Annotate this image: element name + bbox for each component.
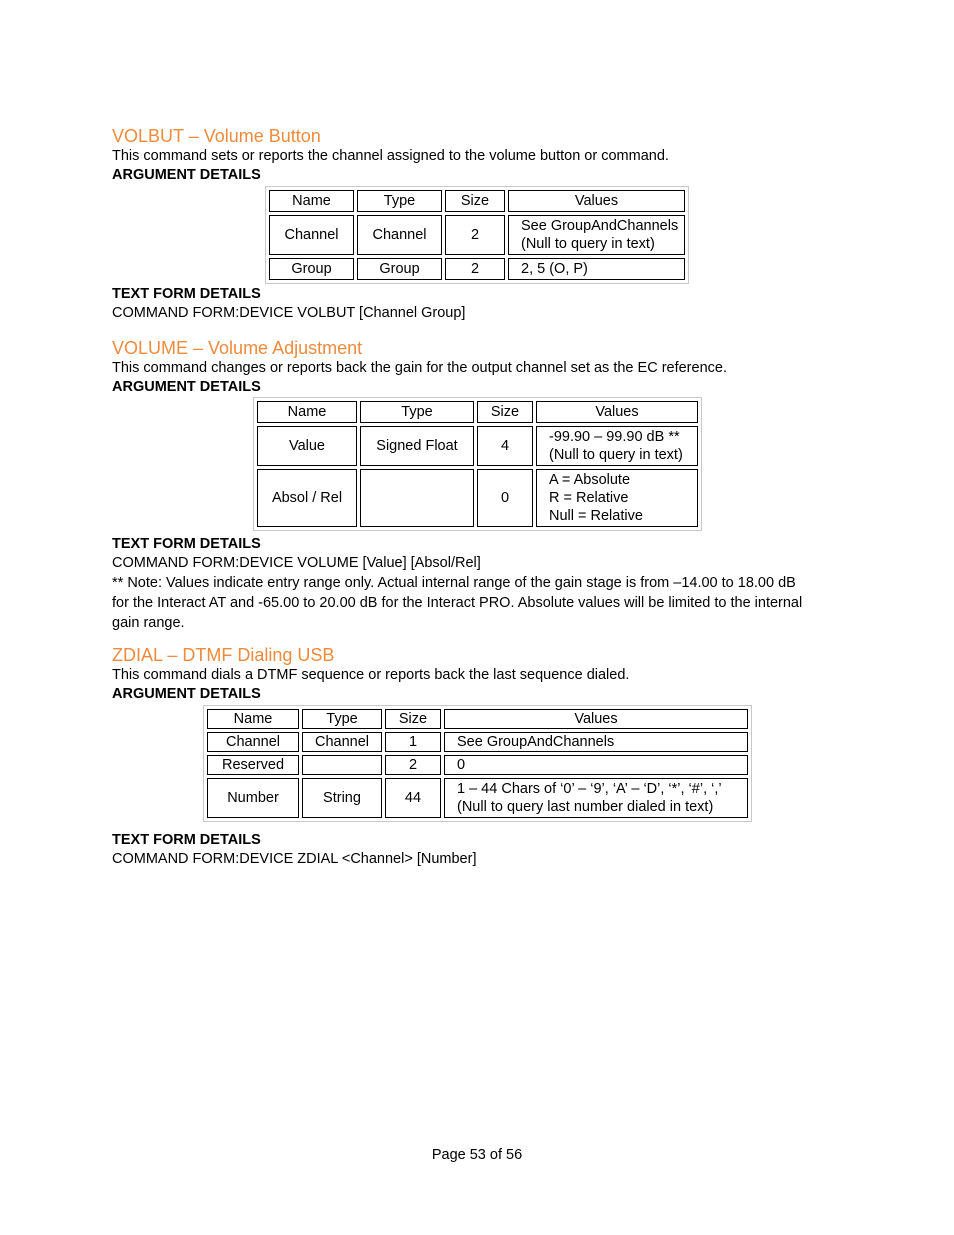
value-line: A = Absolute xyxy=(549,472,631,488)
cell-size: 44 xyxy=(385,778,441,818)
cell-size: 2 xyxy=(445,258,505,280)
section-title: VOLUME – Volume Adjustment xyxy=(112,338,363,358)
cell-type: Signed Float xyxy=(360,426,474,466)
volbut-text-form xyxy=(112,285,832,323)
value-line: (Null to query in text) xyxy=(521,236,655,252)
cell-values: 0 xyxy=(444,755,748,775)
section-volume xyxy=(112,337,832,397)
header-values: Values xyxy=(444,709,748,729)
cell-type xyxy=(360,469,474,527)
cell-size: 4 xyxy=(477,426,533,466)
table-header-row xyxy=(269,190,685,212)
cell-name: Group xyxy=(269,258,354,280)
value-line: 1 – 44 Chars of ‘0’ – ‘9’, ‘A’ – ‘D’, ‘*’, ‘#’, ‘,’ xyxy=(457,781,722,797)
note-line: for the Interact AT and -65.00 to 20.00 dB for the Interact PRO. Absolute values will be limited to the internal xyxy=(112,595,803,611)
section-title: ZDIAL – DTMF Dialing USB xyxy=(112,645,335,665)
cell-values xyxy=(536,469,698,527)
cell-size: 1 xyxy=(385,732,441,752)
cell-size: 2 xyxy=(385,755,441,775)
cell-values: 2, 5 (O, P) xyxy=(508,258,685,280)
table-row xyxy=(207,732,748,752)
section-description: This command dials a DTMF sequence or reports back the last sequence dialed. xyxy=(112,667,630,683)
text-form-details-label: TEXT FORM DETAILS xyxy=(112,536,261,552)
cell-size: 0 xyxy=(477,469,533,527)
section-zdial xyxy=(112,644,832,704)
cell-type xyxy=(302,755,382,775)
table-row xyxy=(257,469,698,527)
header-values: Values xyxy=(536,401,698,423)
argument-details-label: ARGUMENT DETAILS xyxy=(112,167,261,183)
header-name: Name xyxy=(269,190,354,212)
cell-values xyxy=(444,778,748,818)
value-line: See GroupAndChannels xyxy=(521,218,679,234)
cell-name: Channel xyxy=(269,215,354,255)
cell-name: Channel xyxy=(207,732,299,752)
table-header-row xyxy=(207,709,748,729)
cell-values: See GroupAndChannels xyxy=(444,732,748,752)
note-line: ** Note: Values indicate entry range only. Actual internal range of the gain stage is from –14.00 to 18.00 dB xyxy=(112,575,796,591)
command-form: COMMAND FORM:DEVICE VOLUME [Value] [Absol/Rel] xyxy=(112,555,481,571)
header-values: Values xyxy=(508,190,685,212)
volbut-argument-table xyxy=(265,186,689,284)
command-form: COMMAND FORM:DEVICE VOLBUT [Channel Group] xyxy=(112,305,466,321)
note-line: gain range. xyxy=(112,615,185,631)
argument-details-label: ARGUMENT DETAILS xyxy=(112,686,261,702)
zdial-argument-table xyxy=(203,705,752,822)
header-size: Size xyxy=(385,709,441,729)
value-line: -99.90 – 99.90 dB ** xyxy=(549,429,680,445)
text-form-details-label: TEXT FORM DETAILS xyxy=(112,832,261,848)
table-header-row xyxy=(257,401,698,423)
value-line: (Null to query in text) xyxy=(549,447,683,463)
section-description: This command sets or reports the channel assigned to the volume button or command. xyxy=(112,148,669,164)
cell-type: Channel xyxy=(302,732,382,752)
value-line: Null = Relative xyxy=(549,508,643,524)
cell-name: Reserved xyxy=(207,755,299,775)
header-type: Type xyxy=(360,401,474,423)
text-form-details-label: TEXT FORM DETAILS xyxy=(112,286,261,302)
value-line: (Null to query last number dialed in text) xyxy=(457,799,714,815)
table-row xyxy=(269,258,685,280)
page-number: Page 53 of 56 xyxy=(431,1147,523,1163)
cell-size: 2 xyxy=(445,215,505,255)
header-size: Size xyxy=(445,190,505,212)
cell-type: String xyxy=(302,778,382,818)
table-row xyxy=(257,426,698,466)
header-size: Size xyxy=(477,401,533,423)
volume-argument-table xyxy=(253,397,702,531)
table-row xyxy=(207,755,748,775)
header-type: Type xyxy=(302,709,382,729)
zdial-text-form xyxy=(112,831,832,869)
section-volbut xyxy=(112,125,832,185)
section-title: VOLBUT – Volume Button xyxy=(112,126,321,146)
cell-name: Value xyxy=(257,426,357,466)
volume-text-form xyxy=(112,535,842,633)
command-form: COMMAND FORM:DEVICE ZDIAL <Channel> [Number] xyxy=(112,851,477,867)
argument-details-label: ARGUMENT DETAILS xyxy=(112,379,261,395)
cell-values xyxy=(536,426,698,466)
table-row xyxy=(207,778,748,818)
table-row xyxy=(269,215,685,255)
cell-type: Group xyxy=(357,258,442,280)
cell-name: Absol / Rel xyxy=(257,469,357,527)
header-type: Type xyxy=(357,190,442,212)
cell-type: Channel xyxy=(357,215,442,255)
section-description: This command changes or reports back the gain for the output channel set as the EC reference. xyxy=(112,360,727,376)
header-name: Name xyxy=(257,401,357,423)
header-name: Name xyxy=(207,709,299,729)
cell-name: Number xyxy=(207,778,299,818)
cell-values xyxy=(508,215,685,255)
value-line: R = Relative xyxy=(549,490,629,506)
